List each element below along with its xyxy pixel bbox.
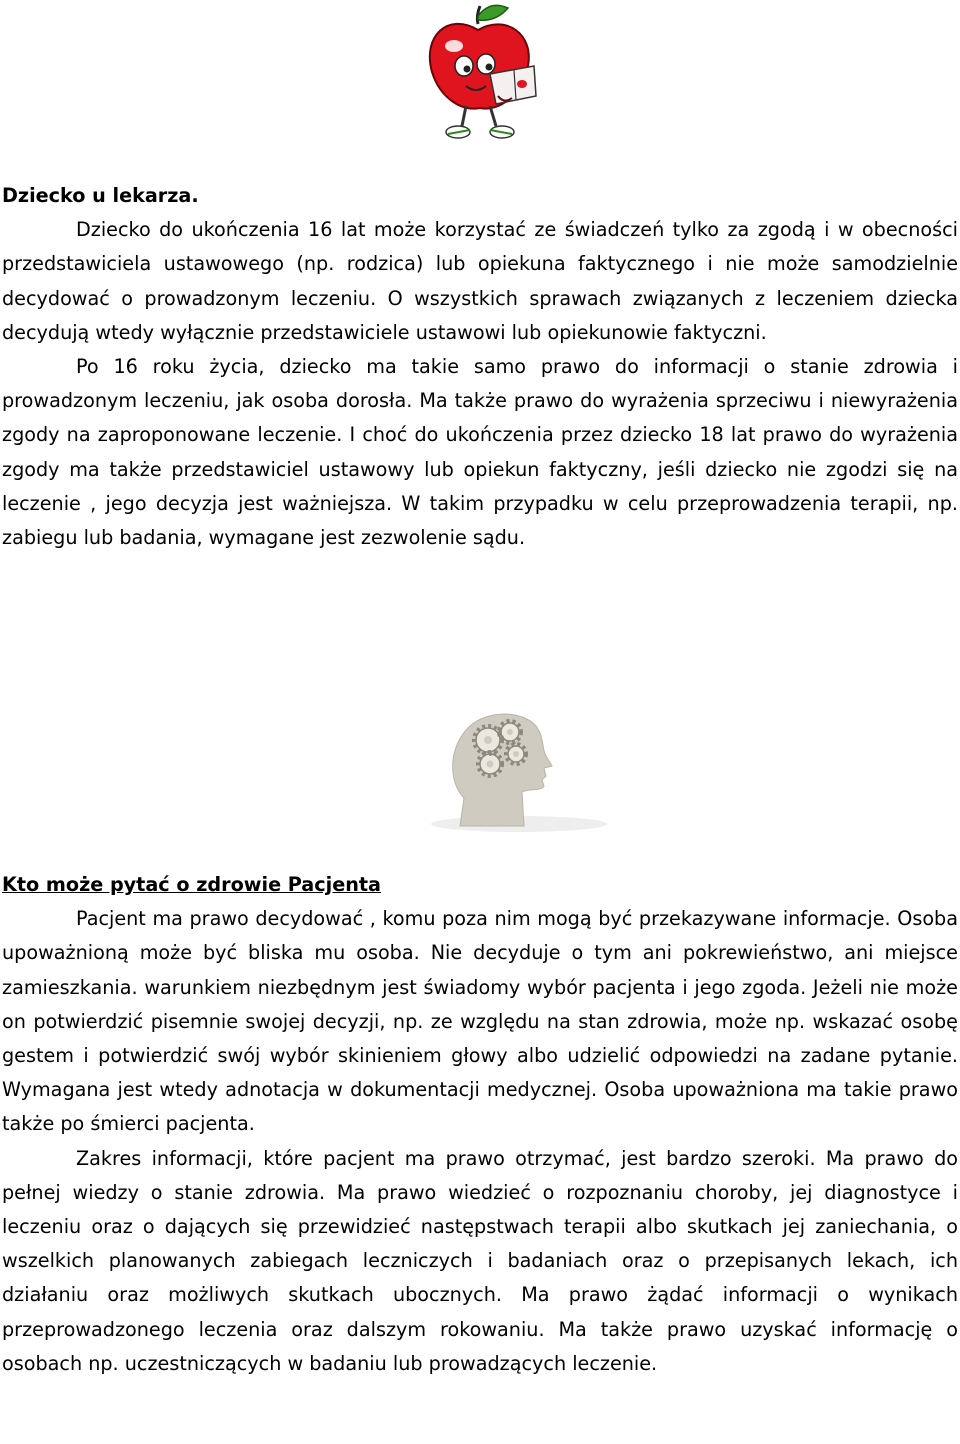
paragraph: Dziecko do ukończenia 16 lat może korzystać ze świadczeń tylko za zgodą i w obecności przedstawiciela ustawowego (np. rodzica) lub opiekuna faktycznego i nie może samodzielnie decydować o prowadzonym leczeniu. O wszystkich sprawach związanych z leczeniem dziecka decydują wtedy wyłącznie przedstawiciele ustawowi lub opiekunowie faktyczni. [2, 218, 958, 344]
paragraph: Po 16 roku życia, dziecko ma takie samo prawo do informacji o stanie zdrowia i prowadzonym leczeniu, jak osoba dorosła. Ma także prawo do wyrażenia sprzeciwu i niewyrażenia zgody na zaproponowane leczenie. I choć do ukończenia przez dziecko 18 lat prawo do wyrażenia zgody ma także przedstawiciel ustawowy lub opiekun faktyczny, jeśli dziecko nie zgodzi się na leczenie , jego decyzja jest ważniejsza. W takim przypadku w celu przeprowadzenia terapii, np. zabiegu lub badania, wymagane jest zezwolenie sądu. [2, 355, 958, 550]
paragraph: Zakres informacji, które pacjent ma prawo otrzymać, jest bardzo szeroki. Ma prawo do pełnej wiedzy o stanie zdrowia. Ma prawo wiedzieć o rozpoznaniu choroby, jej diagnostyce i leczeniu oraz o dających się przewidzieć następstwach terapii albo skutkach jej zaniechania, o wszelkich planowanych zabiegach leczniczych i badaniach oraz o przepisanych lekach, ich działaniu oraz możliwych skutkach ubocznych. Ma prawo żądać informacji o wynikach przeprowadzonego leczenia oraz dalszym rokowaniu. Ma także prawo uzyskać informację o osobach np. uczestniczących w badaniu lub prowadzących leczenie. [2, 1146, 958, 1375]
section-heading: Dziecko u lekarza. [2, 184, 199, 207]
paragraph: Pacjent ma prawo decydować , komu poza nim mogą być przekazywane informacje. Osoba upoważnioną może być bliska mu osoba. Nie decyduje o tym ani pokrewieństwo, ani miejsce zamieszkania. warunkiem niezbędnym jest świadomy wybór pacjenta i jego zgoda. Jeżeli nie może on potwierdzić pisemnie swojej decyzji, np. ze względu na stan zdrowia, może np. wskazać osobę gestem i potwierdzić swój wybór skinieniem głowy albo udzielić odpowiedzi na zadane pytanie. Wymagana jest wtedy adnotacja w dokumentacji medycznej. Osoba upoważniona ma takie prawo także po śmierci pacjenta. [2, 907, 958, 1136]
apple-mascot-logo [418, 0, 544, 146]
section-child-at-doctor [2, 179, 958, 555]
section-heading: Kto może pytać o zdrowie Pacjenta [2, 873, 381, 896]
head-gears-illustration [424, 706, 614, 832]
section-who-may-ask [2, 868, 958, 1381]
